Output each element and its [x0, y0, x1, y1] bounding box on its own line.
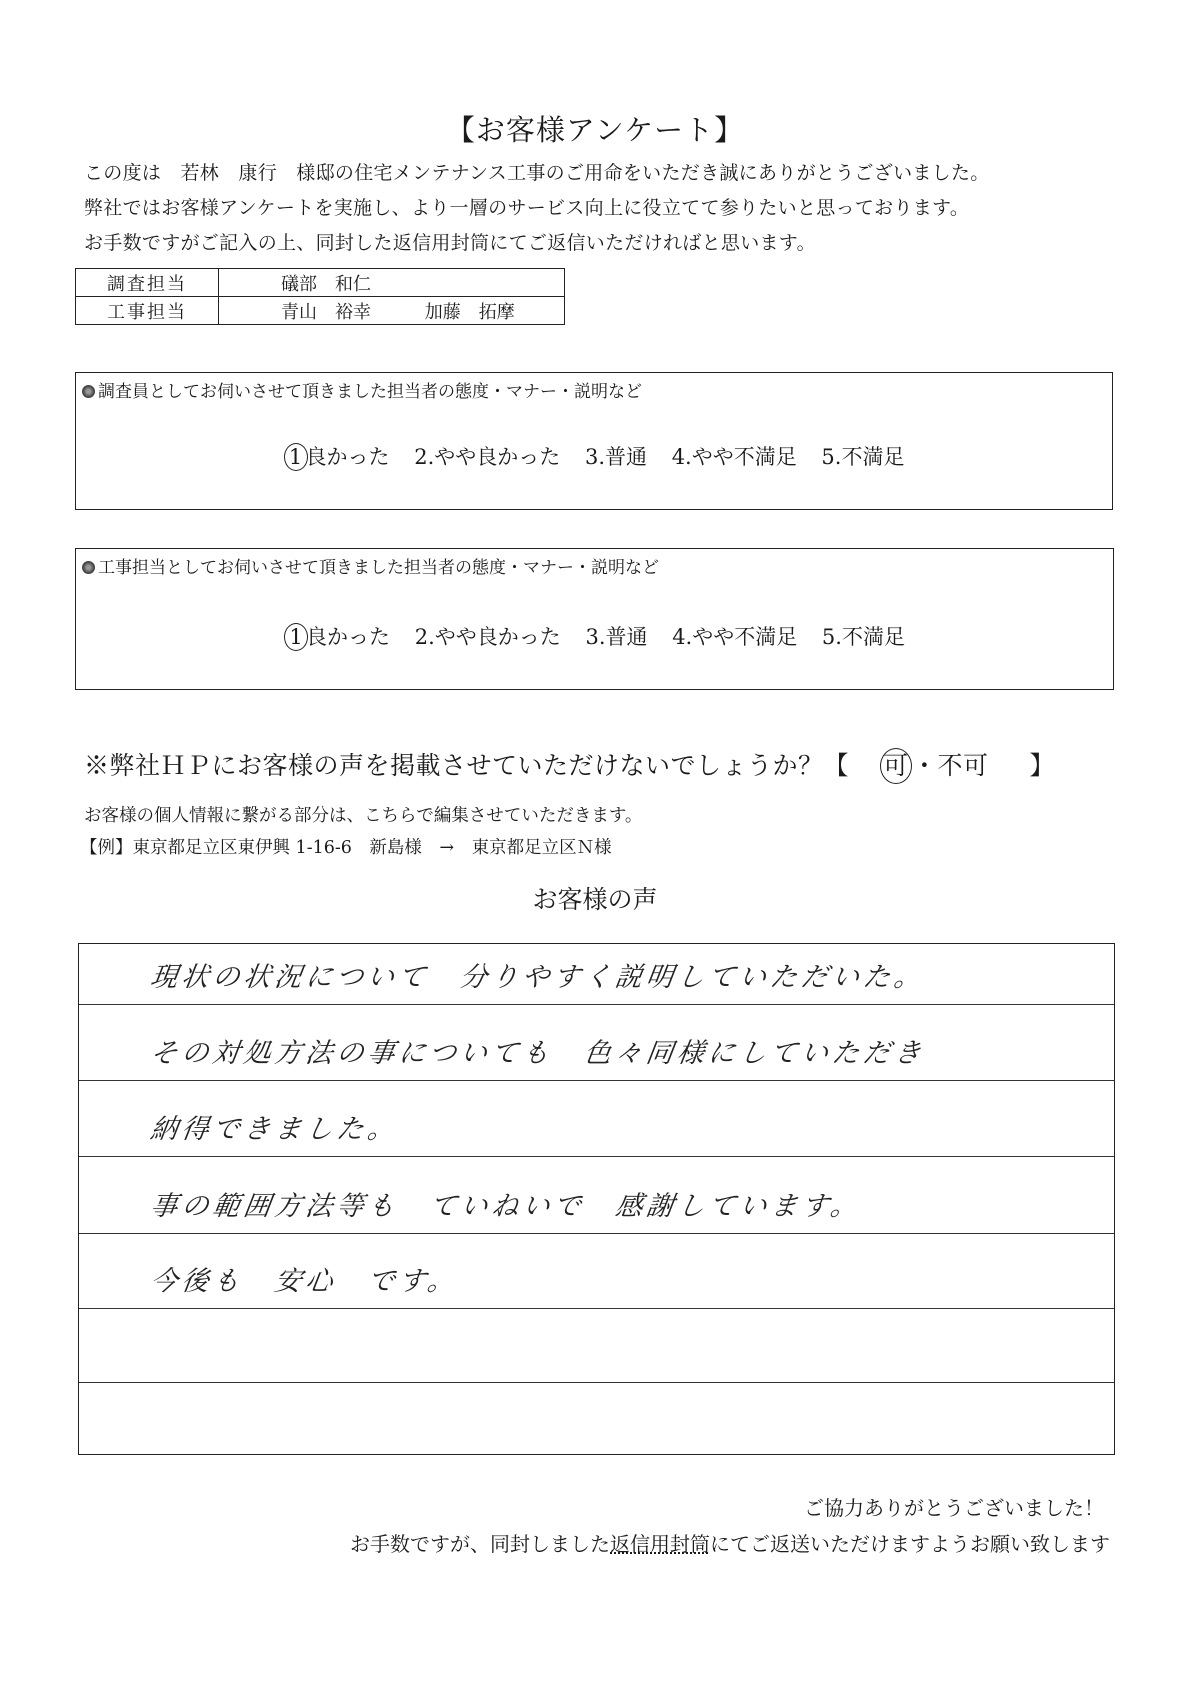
hp-consent-question [84, 746, 1055, 784]
construction-staff-label: 工事担当 [76, 297, 219, 325]
thanks-message: ご協力ありがとうございました！ [804, 1496, 1104, 1520]
rating-option-4[interactable] [672, 621, 797, 651]
rating-label: やや不満足 [692, 625, 798, 649]
closing-message [350, 1528, 1110, 1557]
staff-row-construction [76, 297, 565, 325]
bullet-icon [82, 561, 95, 574]
rating-label: やや良かった [434, 625, 561, 649]
question-box-surveyor [75, 372, 1113, 510]
rating-label: やや良かった [434, 445, 561, 469]
rating-choices [76, 441, 1112, 471]
return-envelope-text: 返信用封筒 [610, 1532, 710, 1556]
rating-option-2[interactable] [415, 621, 561, 651]
voice-line [79, 1157, 1114, 1234]
intro-line-2: 弊社ではお客様アンケートを実施し、より一層のサービス向上に役立てて参りたいと思っております。 [84, 197, 970, 219]
rating-label: 不満足 [841, 445, 905, 469]
rating-option-5[interactable] [822, 621, 905, 651]
rating-number: 1 [284, 443, 308, 471]
rating-label: 不満足 [841, 625, 905, 649]
intro-line-3: お手数ですがご記入の上、同封した返信用封筒にてご返信いただければと思います。 [84, 232, 816, 254]
voice-line [79, 944, 1114, 1005]
question-title [82, 377, 642, 402]
rating-label: やや不満足 [691, 445, 797, 469]
voice-line [79, 1005, 1114, 1081]
rating-number: 4. [672, 625, 693, 649]
rating-option-3[interactable] [585, 441, 647, 471]
rating-label: 良かった [305, 445, 390, 469]
staff-row-survey [76, 269, 565, 297]
handwritten-text: 現状の状況について 分りやすく説明していただいた。 [148, 962, 928, 993]
privacy-note: お客様の個人情報に繋がる部分は、こちらで編集させていただきます。 [84, 806, 643, 826]
rating-option-1[interactable] [284, 441, 390, 471]
rating-number: 1 [284, 623, 308, 651]
customer-voice-box [78, 943, 1115, 1455]
survey-title: 【お客様アンケート】 [445, 113, 745, 147]
rating-number: 2. [414, 625, 435, 649]
rating-number: 2. [414, 445, 435, 469]
survey-staff-name: 礒部 和仁 [281, 273, 371, 295]
survey-staff-label: 調査担当 [76, 269, 219, 297]
handwritten-text: 事の範囲方法等も ていねいで 感謝しています。 [148, 1191, 864, 1222]
voice-line [79, 1383, 1114, 1454]
construction-staff-name: 加藤 拓摩 [424, 301, 515, 323]
construction-staff-name: 青山 裕幸 [281, 301, 371, 323]
voice-section-title: お客様の声 [532, 885, 658, 914]
staff-table [75, 268, 565, 325]
bullet-icon [82, 385, 95, 398]
question-title-text: 工事担当としてお伺いさせて頂きました担当者の態度・マナー・説明など [98, 558, 659, 578]
rating-label: 普通 [605, 445, 647, 469]
closing-text-pre: お手数ですが、同封しました [350, 1532, 610, 1556]
hp-consent-option-yes[interactable]: 可 [880, 748, 912, 784]
example-note: 【例】東京都足立区東伊興 1-16-6 新島様 → 東京都足立区Ｎ様 [80, 838, 612, 858]
rating-option-4[interactable] [672, 441, 797, 471]
question-title [82, 553, 659, 578]
rating-option-2[interactable] [414, 441, 560, 471]
rating-choices [76, 621, 1113, 651]
rating-label: 良かった [306, 625, 391, 649]
rating-number: 5. [821, 625, 842, 649]
question-title-text: 調査員としてお伺いさせて頂きました担当者の態度・マナー・説明など [98, 382, 642, 402]
hp-consent-text: ※弊社ＨＰにお客様の声を掲載させていただけないでしょうか？【 [84, 751, 850, 780]
question-box-construction [75, 548, 1114, 690]
rating-number: 5. [821, 445, 842, 469]
rating-option-1[interactable] [284, 621, 390, 651]
survey-staff-names [219, 269, 565, 297]
intro-line-1: この度は 若林 康行 様邸の住宅メンテナンス工事のご用命をいただき誠にありがとうございました。 [84, 162, 990, 184]
hp-consent-option-no[interactable]: 不可 [937, 751, 989, 780]
bracket-close: 】 [1029, 751, 1055, 780]
handwritten-text: 納得できました。 [148, 1114, 401, 1145]
rating-label: 普通 [605, 625, 648, 649]
construction-staff-names [219, 297, 565, 325]
voice-line [79, 1234, 1114, 1309]
rating-number: 4. [671, 445, 692, 469]
voice-line [79, 1081, 1114, 1157]
rating-number: 3. [585, 625, 606, 649]
closing-text-post: にてご返送いただけますようお願い致します [710, 1532, 1110, 1556]
handwritten-text: 今後も 安心 です。 [148, 1266, 461, 1297]
handwritten-text: その対処方法の事についても 色々同様にしていただき [148, 1038, 928, 1069]
rating-number: 3. [584, 445, 605, 469]
separator: ・ [911, 751, 938, 780]
voice-line [79, 1309, 1114, 1383]
rating-option-3[interactable] [585, 621, 647, 651]
rating-option-5[interactable] [821, 441, 904, 471]
